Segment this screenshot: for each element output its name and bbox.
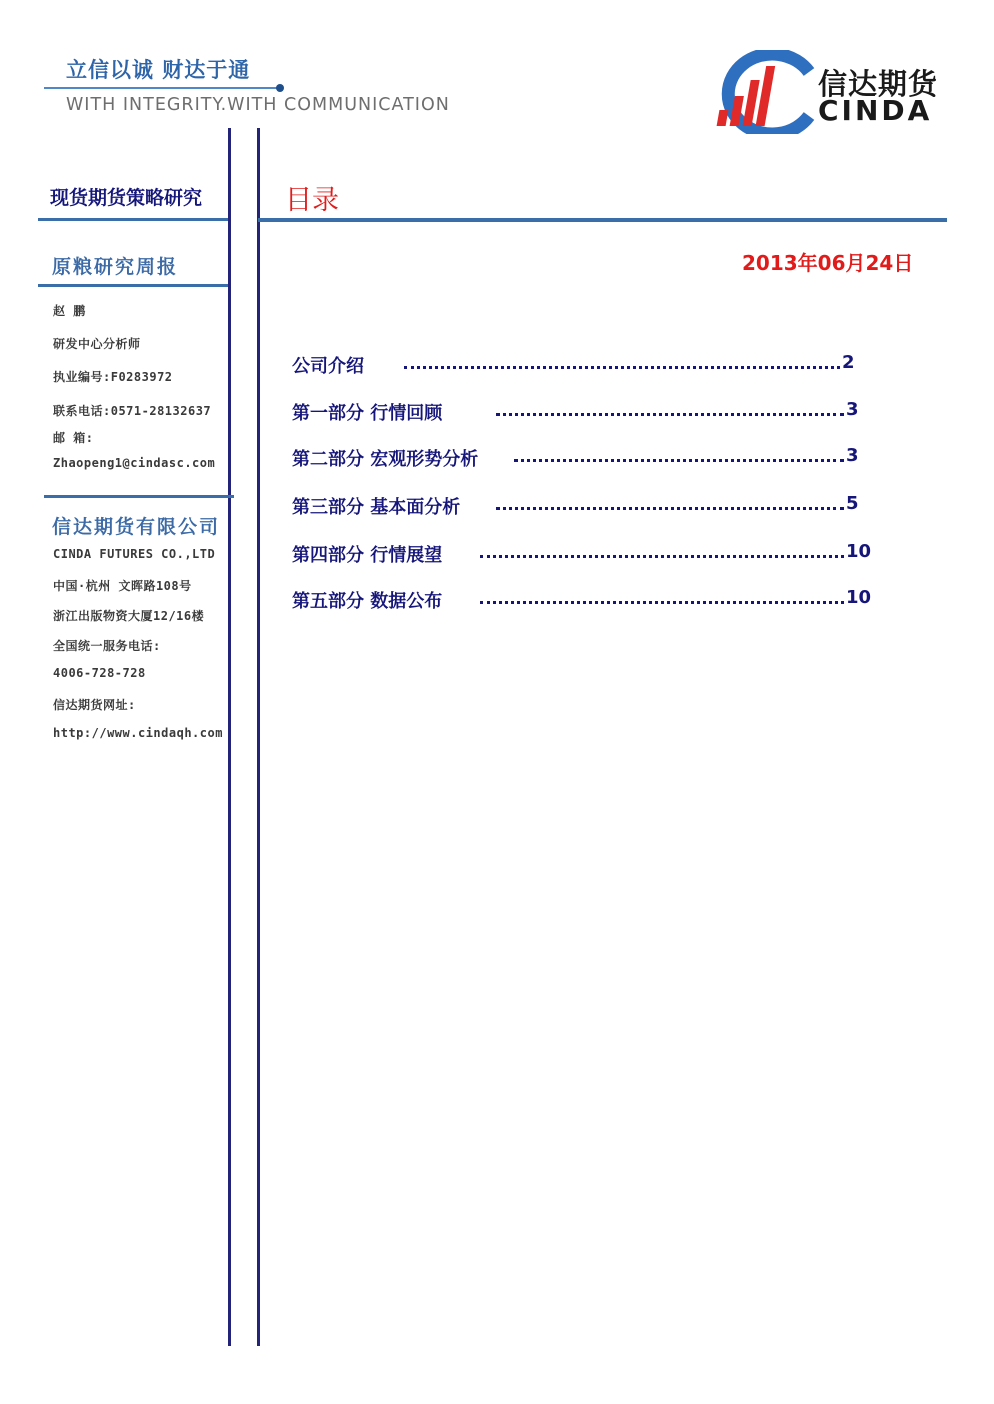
tagline: WITH INTEGRITY.WITH COMMUNICATION [66, 95, 450, 115]
toc-item-page: 3 [846, 399, 859, 420]
toc-leader-dots [480, 601, 844, 604]
website-label: 信达期货网址: [53, 698, 136, 712]
toc-leader-dots [404, 366, 840, 369]
logo-english-name: CINDA [818, 94, 933, 127]
toc-leader-dots [496, 413, 844, 416]
toc-item-label[interactable]: 第一部分 行情回顾 [292, 403, 443, 424]
slogan: 立信以诚 财达于通 [66, 58, 251, 82]
slogan-dot [276, 84, 284, 92]
main-header-rule [258, 218, 947, 222]
toc-item-label[interactable]: 第三部分 基本面分析 [292, 497, 461, 518]
company-address-2: 浙江出版物资大厦12/16楼 [53, 609, 205, 623]
sidebar-rule-2 [38, 284, 228, 287]
analyst-role: 研发中心分析师 [53, 337, 141, 351]
toc-item-label[interactable]: 公司介绍 [292, 356, 364, 377]
toc-leader-dots [496, 507, 844, 510]
analyst-license: 执业编号:F0283972 [53, 370, 173, 384]
analyst-name: 赵 鹏 [53, 304, 86, 318]
logo-chinese-name: 信达期货 [818, 67, 939, 101]
website-url[interactable]: http://www.cindaqh.com [53, 726, 223, 740]
research-category: 现货期货策略研究 [50, 187, 203, 209]
company-name: 信达期货有限公司 [52, 516, 221, 538]
hotline-number: 4006-728-728 [53, 666, 146, 680]
toc-item-page: 2 [842, 352, 855, 373]
sidebar-rule-3 [44, 495, 234, 498]
toc-leader-dots [514, 459, 844, 462]
toc-item-page: 5 [846, 493, 859, 514]
toc-title: 目录 [285, 185, 339, 216]
toc-item-label[interactable]: 第五部分 数据公布 [292, 591, 443, 612]
sidebar-divider-left [228, 128, 231, 1346]
analyst-phone: 联系电话:0571-28132637 [53, 404, 212, 418]
report-date: 2013年06月24日 [742, 251, 914, 275]
toc-item-page: 10 [846, 541, 872, 562]
toc-item-page: 3 [846, 445, 859, 466]
toc-item-label[interactable]: 第四部分 行情展望 [292, 545, 443, 566]
analyst-email: Zhaopeng1@cindasc.com [53, 456, 216, 470]
toc-item-label[interactable]: 第二部分 宏观形势分析 [292, 449, 479, 470]
slogan-underline [44, 87, 281, 89]
analyst-email-label: 邮 箱: [53, 431, 94, 445]
hotline-label: 全国统一服务电话: [53, 639, 161, 653]
sidebar-divider-right [257, 128, 260, 1346]
toc-leader-dots [480, 555, 844, 558]
sidebar-rule-1 [38, 218, 228, 221]
company-address-1: 中国·杭州 文晖路108号 [53, 579, 192, 593]
toc-item-page: 10 [846, 587, 872, 608]
report-title: 原粮研究周报 [52, 256, 179, 278]
company-name-en: CINDA FUTURES CO.,LTD [53, 547, 216, 561]
